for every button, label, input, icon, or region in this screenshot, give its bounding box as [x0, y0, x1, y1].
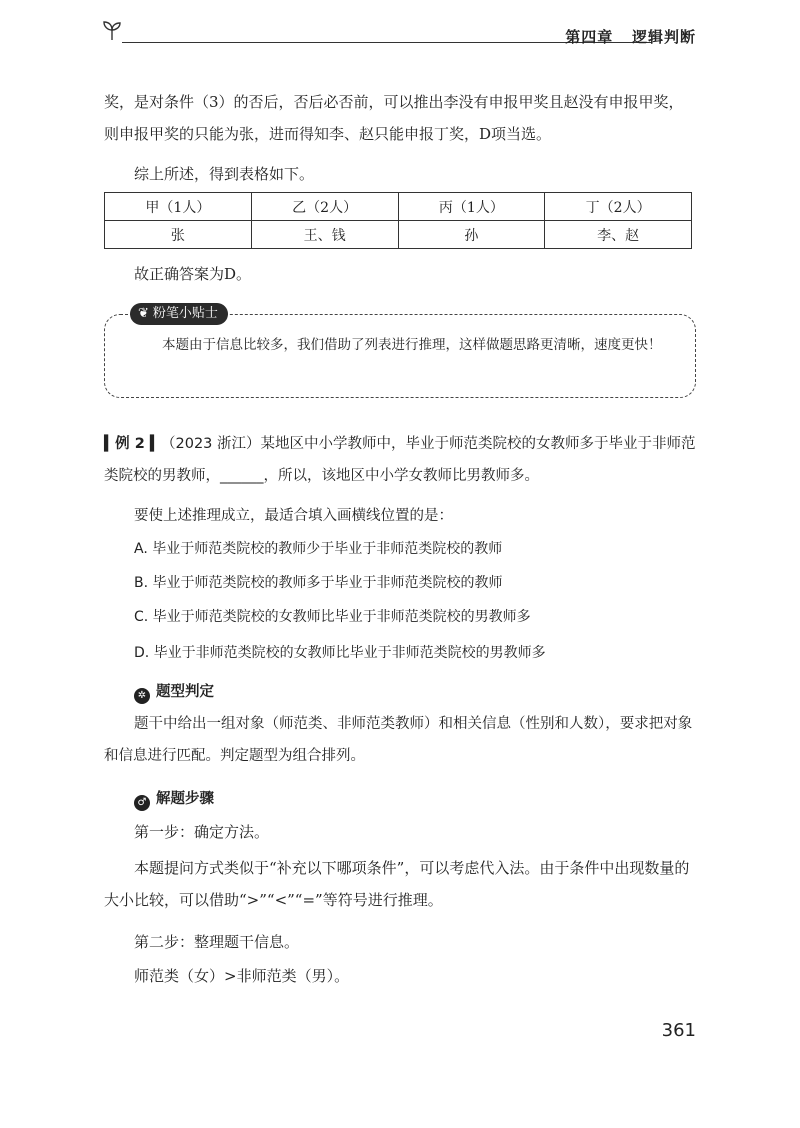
paragraph-1: 奖，是对条件（3）的否后，否后必否前，可以推出李没有申报甲奖且赵没有申报甲奖，则申报甲奖的只能为张，进而得知李、赵只能申报丁奖，D项当选。 — [104, 93, 684, 143]
table-cell: 王、钱 — [251, 221, 398, 249]
option-d: D. 毕业于非师范类院校的女教师比毕业于非师范类院校的男教师多 — [134, 645, 546, 661]
section-steps-heading — [134, 788, 214, 811]
option-a: A. 毕业于师范类院校的教师少于毕业于非师范类院校的教师 — [134, 541, 503, 557]
example-stem-text: （2023 浙江）某地区中小学教师中，毕业于师范类院校的女教师多于毕业于非师范类院校的男教师，______，所以，该地区中小学女教师比男教师多。 — [104, 436, 696, 484]
page-header — [100, 16, 696, 50]
option-c: C. 毕业于师范类院校的女教师比毕业于非师范类院校的男教师多 — [134, 609, 531, 625]
step-2-text: 师范类（女）>非师范类（男）。 — [134, 967, 350, 985]
chapter-name: 逻辑判断 — [631, 28, 696, 46]
answer-table — [104, 192, 692, 249]
gear-icon: ✲ — [134, 688, 150, 704]
step-2-label: 第二步：整理题干信息。 — [134, 933, 300, 951]
tip-tag-label: 粉笔小贴士 — [152, 306, 218, 321]
option-b: B. 毕业于师范类院校的教师多于毕业于非师范类院校的教师 — [134, 575, 503, 591]
chapter-title — [565, 26, 696, 47]
chapter-number: 第四章 — [565, 28, 614, 46]
page-number: 361 — [661, 1020, 696, 1041]
table-header-cell: 丙（1人） — [398, 193, 545, 221]
section-type-title: 题型判定 — [156, 684, 214, 700]
tip-text: 本题由于信息比较多，我们借助了列表进行推理，这样做题思路更清晰，速度更快！ — [162, 337, 662, 353]
step-1-label: 第一步：确定方法。 — [134, 823, 270, 841]
table-header-cell: 乙（2人） — [251, 193, 398, 221]
conclusion: 故正确答案为D。 — [134, 265, 252, 283]
example-question: 要使上述推理成立，最适合填入画横线位置的是： — [134, 508, 453, 524]
example-tag: ▍例 2 ▍ — [104, 436, 161, 452]
steps-icon: ♂ — [134, 795, 150, 811]
table-cell: 张 — [105, 221, 252, 249]
table-header-row — [105, 193, 692, 221]
paragraph-2: 综上所述，得到表格如下。 — [134, 165, 315, 183]
table-cell: 孙 — [398, 221, 545, 249]
table-cell: 李、赵 — [545, 221, 692, 249]
sprout-icon: ❦ — [138, 306, 149, 321]
tip-tag — [130, 303, 228, 325]
example-stem — [104, 428, 696, 492]
table-row — [105, 221, 692, 249]
section-type-heading — [134, 681, 214, 704]
table-header-cell: 甲（1人） — [105, 193, 252, 221]
sprout-icon — [100, 18, 124, 42]
section-type-text: 题干中给出一组对象（师范类、非师范类教师）和相关信息（性别和人数），要求把对象和信息进行匹配。判定题型为组合排列。 — [104, 716, 693, 764]
section-steps-title: 解题步骤 — [156, 791, 214, 807]
step-1-text: 本题提问方式类似于“补充以下哪项条件”，可以考虑代入法。由于条件中出现数量的大小比较，可以借助“>”“<”“=”等符号进行推理。 — [104, 859, 690, 909]
table-header-cell: 丁（2人） — [545, 193, 692, 221]
